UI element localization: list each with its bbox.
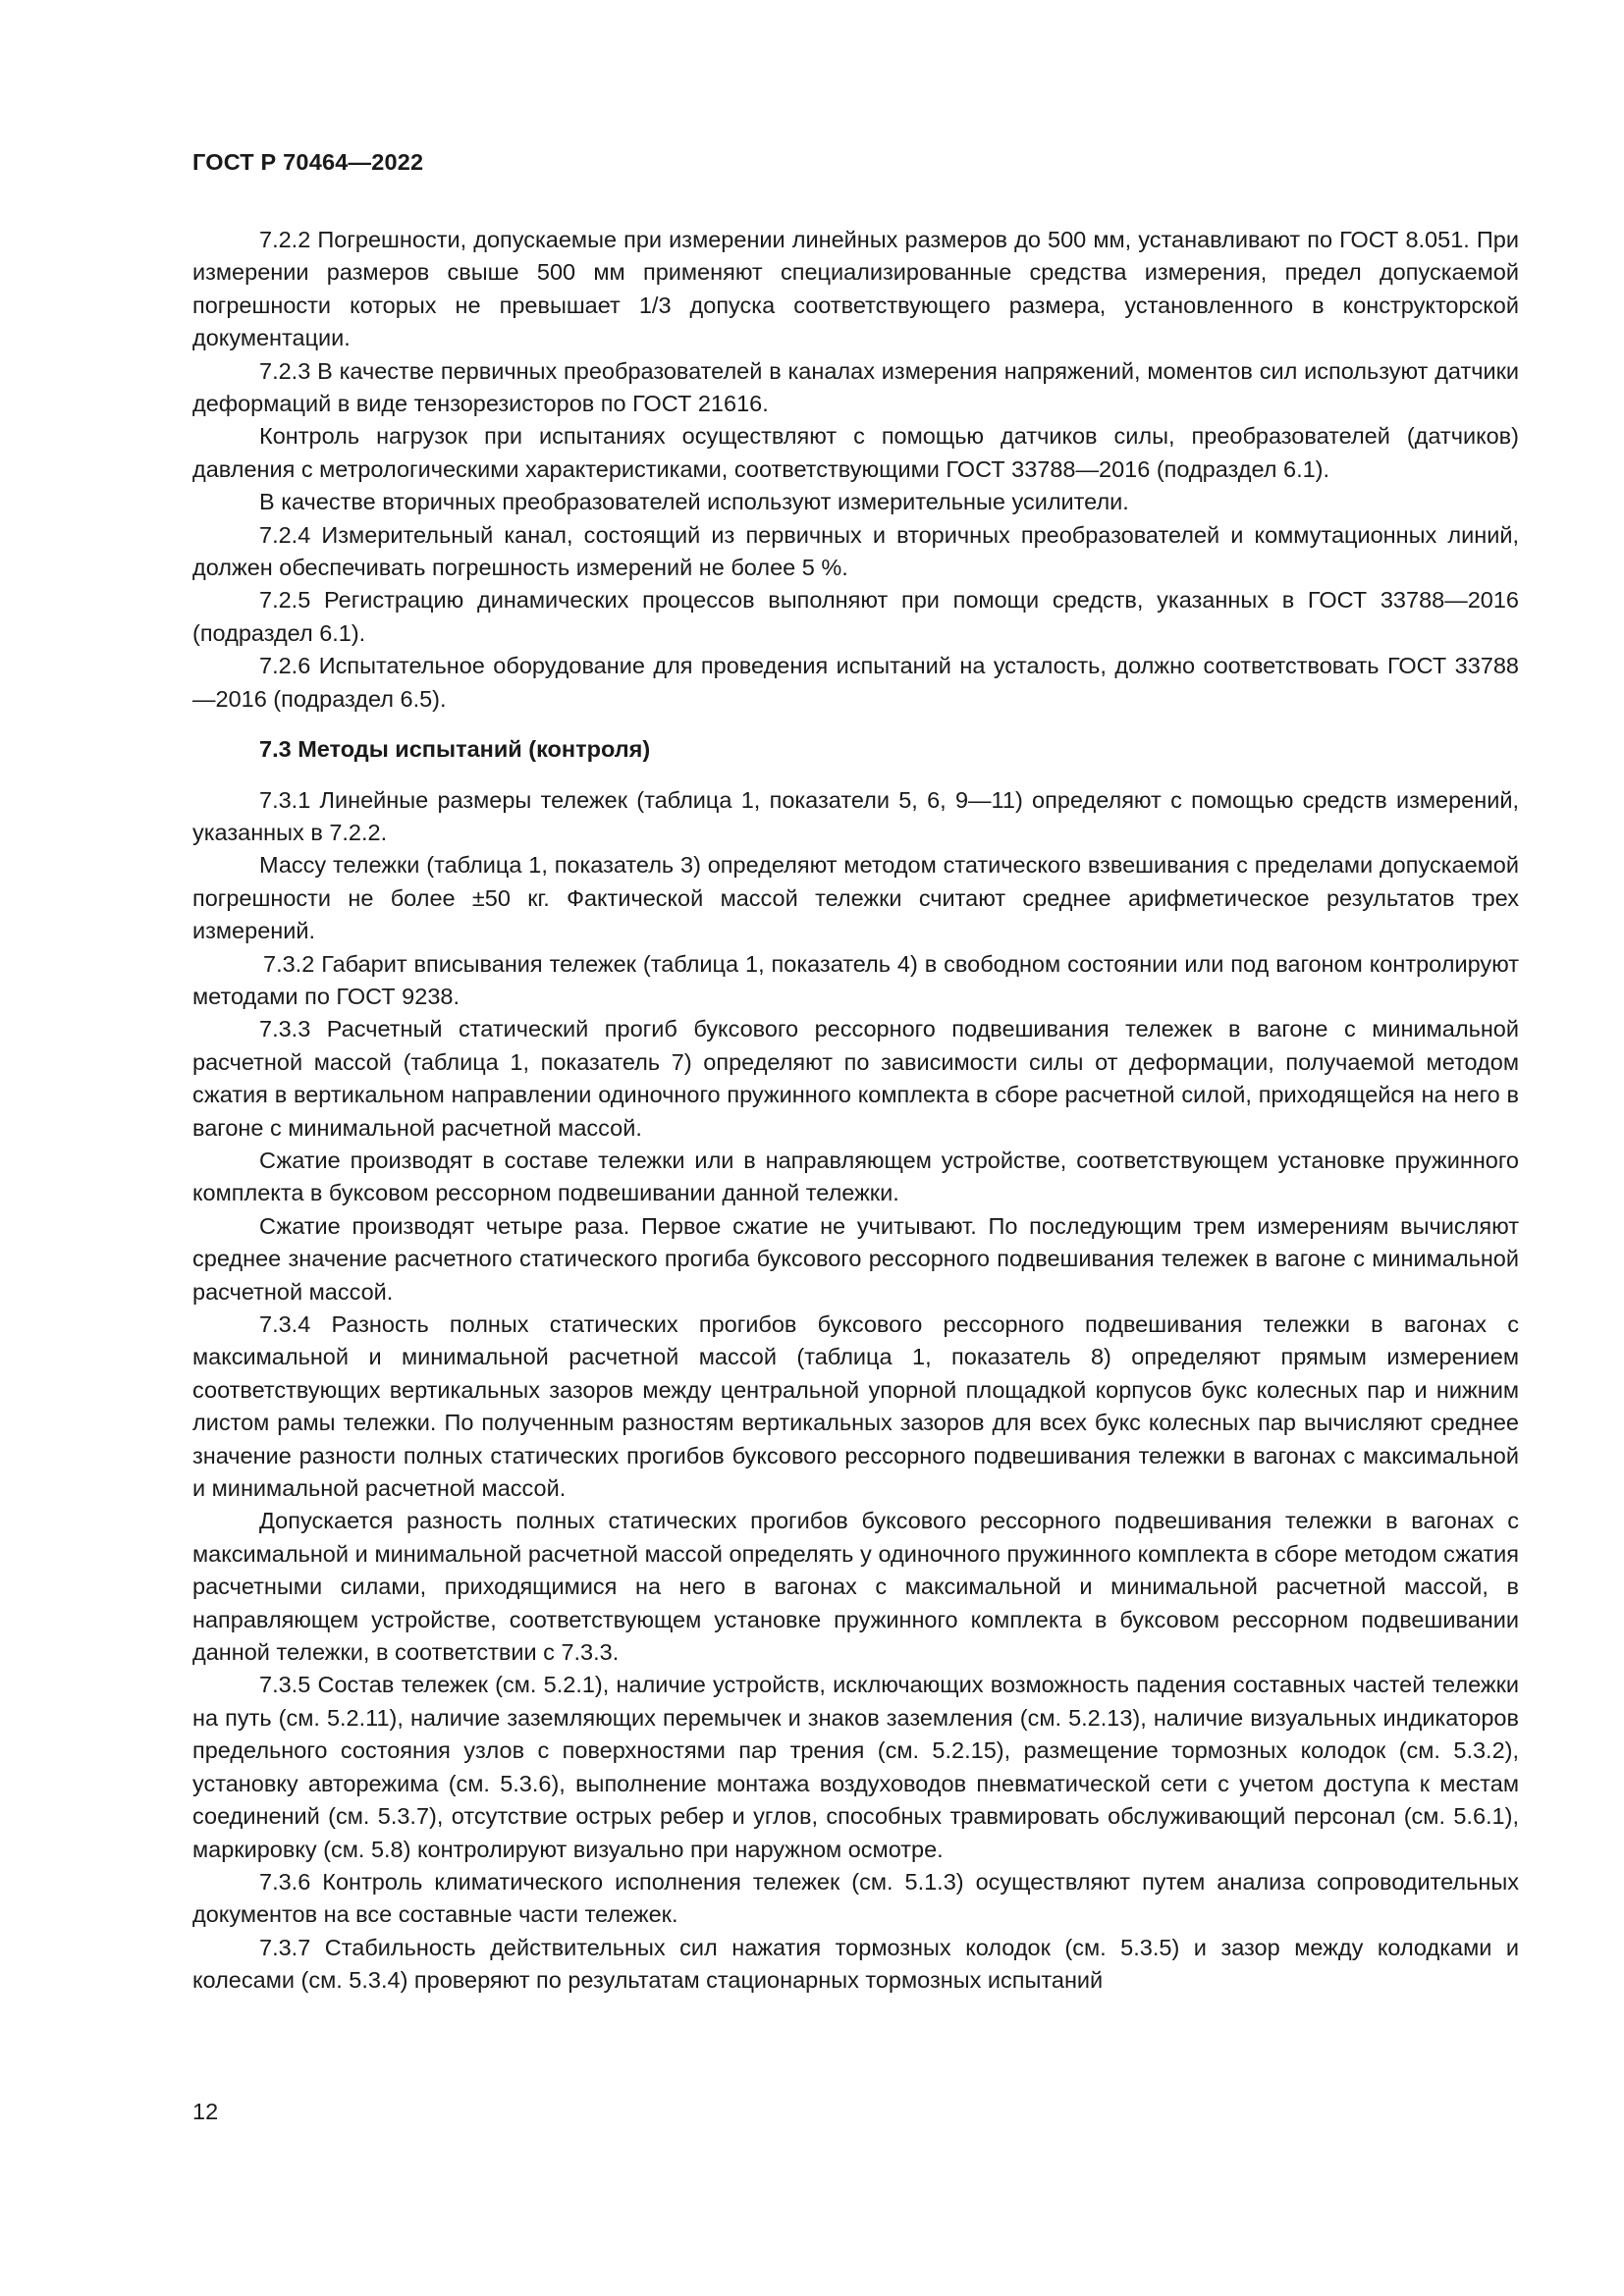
- paragraph-7-3-7: 7.3.7 Стабильность действительных сил нажатия тормозных колодок (см. 5.3.5) и зазор между колодками и колесами (см. 5.3.4) проверяют по результатам стационарных тормозных испытаний: [192, 1934, 1519, 1994]
- paragraph-7-3-3-repeat: Сжатие производят четыре раза. Первое сжатие не учитывают. По последующим трем измерениям вычисляют среднее значение расчетного статического прогиба буксового рессорного подвешивания тележек в вагоне с минимальной расчетной массой.: [192, 1212, 1519, 1305]
- paragraph-7-3-4: 7.3.4 Разность полных статических прогибов буксового рессорного подвешивания тележки в вагонах с максимальной и минимальной расчетной массой (таблица 1, показатель 8) определяют прямым измерением соответствующих вертикальных зазоров между центральной упорной площадкой корпусов букс колесных пар и нижним листом рамы тележки. По полученным разностям вертикальных зазоров для всех букс колесных пар вычисляют среднее значение разности полных статических прогибов буксового рессорного подвешивания тележки в вагонах с максимальной и минимальной расчетной массой.: [192, 1311, 1519, 1502]
- paragraph-7-2-3-load-control: Контроль нагрузок при испытаниях осуществляют с помощью датчиков силы, преобразователей (датчиков) давления с метрологическими характеристиками, соответствующими ГОСТ 33788—2016 (подраздел 6.1).: [192, 423, 1519, 482]
- paragraph-7-3-1-mass: Массу тележки (таблица 1, показатель 3) определяют методом статического взвешивания с пределами допускаемой погрешности не более ±50 кг. Фактической массой тележки считают среднее арифметическое результатов трех измерений.: [192, 852, 1519, 944]
- page-number: 12: [192, 2099, 219, 2124]
- paragraph-7-3-4-allowed: Допускается разность полных статических прогибов буксового рессорного подвешивания тележки в вагонах с максимальной и минимальной расчетной массой определять у одиночного пружинного комплекта в сборе методом сжатия расчетными силами, приходящимися на него в вагонах с максимальной и минимальной расчетной массой, в направляющем устройстве, соответствующем установке пружинного комплекта в буксовом рессорном подвешивании данной тележки, в соответствии с 7.3.3.: [192, 1508, 1519, 1666]
- paragraph-7-3-2: 7.3.2 Габарит вписывания тележек (таблица 1, показатель 4) в свободном состоянии или под вагоном контролируют методами по ГОСТ 9238.: [192, 950, 1519, 1009]
- section-heading-7-3: 7.3 Методы испытаний (контроля): [259, 736, 651, 763]
- paragraph-7-2-2: 7.2.2 Погрешности, допускаемые при измерении линейных размеров до 500 мм, устанавливают по ГОСТ 8.051. При измерении размеров свыше 500 мм применяют специализированные средства измерения, предел допускаемой погрешности которых не превышает 1/3 допуска соответствующего размера, установленного в конструкторской документации.: [192, 227, 1519, 351]
- paragraph-7-3-3-compression: Сжатие производят в составе тележки или в направляющем устройстве, соответствующем установке пружинного комплекта в буксовом рессорном подвешивании данной тележки.: [192, 1147, 1519, 1206]
- paragraph-7-3-6: 7.3.6 Контроль климатического исполнения тележек (см. 5.1.3) осуществляют путем анализа сопроводительных документов на все составные части тележек.: [192, 1868, 1519, 1928]
- paragraph-7-2-6: 7.2.6 Испытательное оборудование для проведения испытаний на усталость, должно соответствовать ГОСТ 33788—2016 (подраздел 6.5).: [192, 653, 1519, 712]
- document-body: [192, 224, 1519, 1998]
- paragraph-7-3-3: 7.3.3 Расчетный статический прогиб буксового рессорного подвешивания тележек в вагоне с минимальной расчетной массой (таблица 1, показатель 7) определяют по зависимости силы от деформации, получаемой методом сжатия в вертикальном направлении одиночного пружинного комплекта в сборе расчетной силой, приходящейся на него в вагоне с минимальной расчетной массой.: [192, 1016, 1519, 1141]
- paragraph-7-2-3-secondary: В качестве вторичных преобразователей используют измерительные усилители.: [259, 489, 1129, 515]
- paragraph-7-2-4: 7.2.4 Измерительный канал, состоящий из первичных и вторичных преобразователей и коммутационных линий, должен обеспечивать погрешность измерений не более 5 %.: [192, 521, 1519, 581]
- paragraph-7-3-5: 7.3.5 Состав тележек (см. 5.2.1), наличие устройств, исключающих возможность падения составных частей тележки на путь (см. 5.2.11), наличие заземляющих перемычек и знаков заземления (см. 5.2.13), наличие визуальных индикаторов предельного состояния узлов с поверхностями пар трения (см. 5.2.15), размещение тормозных колодок (см. 5.3.2), установку авторежима (см. 5.3.6), выполнение монтажа воздуховодов пневматической сети с учетом доступа к местам соединений (см. 5.3.7), отсутствие острых ребер и углов, способных травмировать обслуживающий персонал (см. 5.6.1), маркировку (см. 5.8) контролируют визуально при наружном осмотре.: [192, 1672, 1519, 1862]
- paragraph-7-3-1: 7.3.1 Линейные размеры тележек (таблица 1, показатели 5, 6, 9—11) определяют с помощью средств измерений, указанных в 7.2.2.: [192, 786, 1519, 845]
- paragraph-7-2-5: 7.2.5 Регистрацию динамических процессов выполняют при помощи средств, указанных в ГОСТ 33788—2016 (подраздел 6.1).: [192, 587, 1519, 646]
- paragraph-7-2-3: 7.2.3 В качестве первичных преобразователей в каналах измерения напряжений, моментов сил используют датчики деформаций в виде тензорезисторов по ГОСТ 21616.: [192, 357, 1519, 417]
- document-header: ГОСТ Р 70464—2022: [192, 149, 424, 175]
